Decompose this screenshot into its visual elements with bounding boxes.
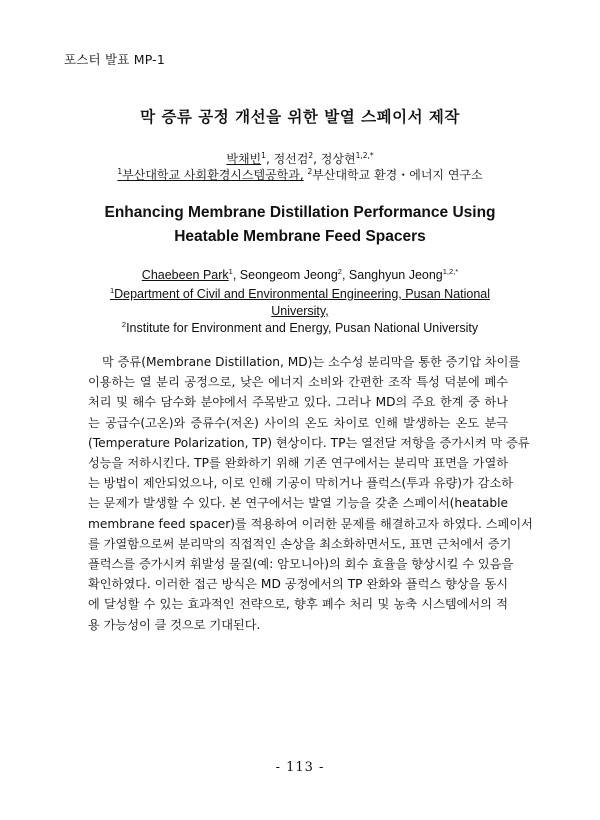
korean-authors: 박채빈$^1$, 정선검$^2$, 정상현$^{1,2,*}$ [226,151,374,166]
english-title-line-1: Enhancing Membrane Distillation Performance Using [104,204,496,221]
abstract [88,352,533,635]
korean-affil-1-sup: 1 [117,167,123,176]
korean-title: 막 증류 공정 개선을 위한 발열 스페이서 제작 [140,108,460,126]
english-affil-1-line-2: University, [271,304,329,318]
abstract-line: 성능을 저하시킨다. TP를 완화하기 위해 기존 연구에서는 분리막 표면을 가열하 [88,456,508,471]
abstract-line: 는 문제가 발생할 수 있다. 본 연구에서는 발열 기능을 갖춘 스페이서(heatable [88,496,508,511]
korean-author-2-sup: 2 [308,151,314,160]
korean-author-1-sup: 1 [261,151,266,160]
english-title-line-2: Heatable Membrane Feed Spacers [174,228,426,245]
abstract-line: 를 가열함으로써 분리막의 직접적인 손상을 최소화하면서도, 표면 근처에서 증기 [88,536,512,551]
abstract-line: 플럭스를 증가시켜 휘발성 물질(예: 암모니아)의 회수 효율을 향상시킬 수 있음을 [88,557,514,572]
abstract-line: (Temperature Polarization, TP) 현상이다. TP는 열전달 저항을 증가시켜 막 증류 [88,435,530,450]
korean-author-3: 정상현 [320,152,356,166]
english-author-1: Chaebeen Park [141,268,229,282]
session-label: 포스터 발표 MP-1 [64,52,166,67]
abstract-line: 이용하는 열 분리 공정으로, 낮은 에너지 소비와 간편한 조작 특성 덕분에 폐수 [88,375,508,390]
english-author-1-sup: 1 [228,267,233,276]
english-author-3: Sanghyun Jeong [348,268,443,282]
english-author-2: Seongeom Jeong [239,268,338,282]
english-affiliation-2 [0,321,600,335]
english-affiliation-1-cont [0,304,600,318]
korean-author-1: 박채빈 [226,152,262,166]
english-affil-2-sup: 2 [121,320,127,329]
abstract-line: 에 달성할 수 있는 효과적인 전략으로, 향후 폐수 처리 및 농축 시스템에서의 적 [88,597,508,612]
english-affil-1-line-1: Department of Civil and Environmental Engineering, Pusan National [114,287,491,301]
korean-affil-2-sup: 2 [307,167,313,176]
english-affil-2: Institute for Environment and Energy, Pusan National University [126,321,479,335]
korean-affiliations [0,166,600,183]
abstract-line: 는 공급수(고온)와 증류수(저온) 사이의 온도 차이로 인해 발생하는 온도 분극 [88,415,508,430]
english-affil-1-sup: 1 [109,286,115,295]
abstract-line: 막 증류(Membrane Distillation, MD)는 소수성 분리막을 통한 증기압 차이를 [102,355,521,369]
korean-affil-1: 부산대학교 사회환경시스템공학과, [122,168,304,182]
english-authors: Chaebeen Park$^1$, Seongeom Jeong$^2$, Sanghyun Jeong$^{1,2,*}$ [141,267,459,282]
english-author-2-sup: 2 [337,267,342,276]
page-number: - 113 - [275,760,325,775]
abstract-line: membrane feed spacer)를 적용하여 이러한 문제를 해결하고자 하였다. 스페이서 [88,516,533,531]
abstract-line: 처리 및 해수 담수화 분야에서 주목받고 있다. 그러나 MD의 주요 한계 중 하나 [88,395,508,410]
abstract-line: 는 방법이 제안되었으나, 이로 인해 기공이 막히거나 플럭스(투과 유량)가 감소하 [88,476,513,491]
abstract-line: 용 가능성이 클 것으로 기대된다. [88,617,261,632]
korean-author-3-sup: 1,2,* [355,151,374,160]
abstract-line: 확인하였다. 이러한 접근 방식은 MD 공정에서의 TP 완화와 플럭스 향상을 동시 [88,577,508,592]
english-author-3-sup: 1,2,* [442,267,459,276]
korean-affil-2: 부산대학교 환경・에너지 연구소 [312,168,483,182]
english-affiliation-1 [0,287,600,301]
korean-author-2: 정선검 [273,152,309,166]
